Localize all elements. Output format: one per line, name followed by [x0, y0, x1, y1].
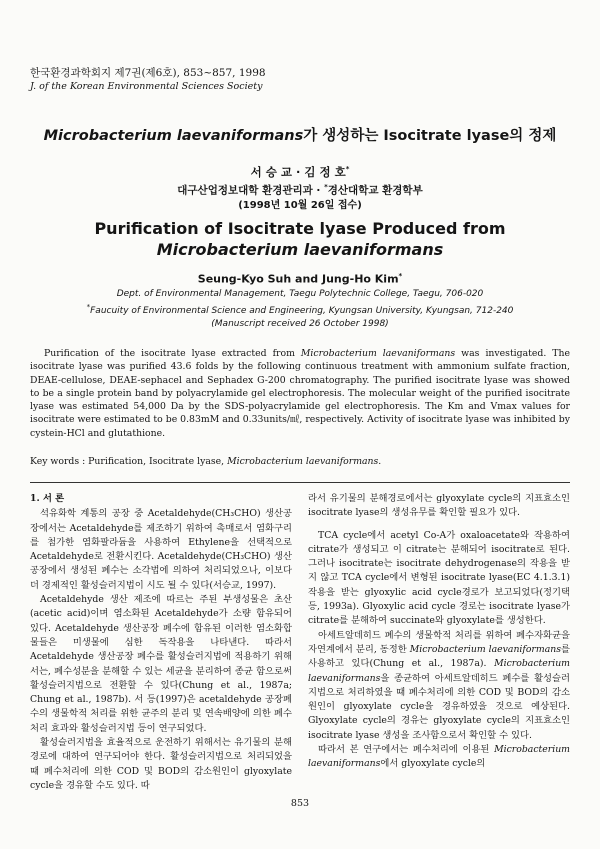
- abstract-organism: Microbacterium laevaniformans: [300, 348, 456, 359]
- title-korean: [0, 126, 600, 146]
- right-p4-text-a: 따라서 본 연구에서는 폐수처리에 이용된: [318, 744, 495, 756]
- keywords-plain: Purification, Isocitrate lyase,: [88, 456, 228, 467]
- authors-english: [0, 268, 600, 331]
- right-paragraph-1: 라서 유기물의 분해경로에서는 glyoxylate cycle의 지표효소인 isocitrate lyase의 생성유무를 확인할 필요가 있다.: [308, 493, 570, 519]
- left-column: [30, 492, 292, 793]
- affiliation-korean-1: 대구산업정보대학 환경관리과 ·: [177, 184, 325, 197]
- title-english: [0, 218, 600, 260]
- authors-korean-names: 서 승 교 · 김 정 호: [250, 164, 346, 179]
- title-english-line2: Microbacterium laevaniformans: [156, 240, 444, 259]
- title-korean-rest: 가 생성하는 Isocitrate lyase의 정제: [303, 128, 557, 144]
- divider: [30, 482, 570, 483]
- affiliation-english-star: *: [86, 302, 91, 311]
- affiliation-english-dept: Dept. of Environmental Management, Taegu Polytechnic College, Taegu, 706-020: [116, 288, 484, 299]
- title-korean-organism: Microbacterium laevaniformans: [43, 128, 304, 144]
- right-p3-text-b: 를 사용하고 있다(Chung et al., 1987a).: [308, 643, 570, 670]
- keywords: [30, 455, 570, 468]
- authors-korean-star: *: [345, 165, 350, 173]
- right-p3-organism-2: Microbacterium laevaniformans: [308, 658, 570, 684]
- authors-english-star: *: [398, 272, 403, 280]
- left-paragraph-3: 활성슬러지법을 효율적으로 운전하기 위해서는 유기물의 분해경로에 대하여 연구되어야 한다. 활성슬러지법으로 처리되었을 때 폐수처리에 의한 COD 및 BOD의 감소원인이 glyoxylate cycle을 경유할 수도 있다. 따: [30, 737, 292, 791]
- journal-header: [30, 66, 450, 94]
- left-paragraph-1: 석유화학 계통의 공장 중 Acetaldehyde(CH₃CHO) 생산공장에서는 Acetaldehyde를 제조하기 위하여 촉매로서 염화구리를 첨가한 염화팔라듐을 사용하여 Ethylene을 선택적으로 Acetaldehyde로 전환시킨다. Acetaldehyde(CH₃CHO) 생산공장에서 생성된 폐수는 소각법에 의하여 처리되었으나, 이보다 더 경제적인 활성슬러지법이 시도 될 수 있다(서승교, 1997).: [30, 508, 292, 591]
- title-english-line1: Purification of Isocitrate lyase Produced from: [94, 219, 506, 238]
- right-p4-organism: Microbacterium laevaniformans: [308, 744, 570, 770]
- right-paragraph-3: [308, 629, 570, 743]
- abstract-text-2: was investigated. The isocitrate lyase was purified 43.6 folds by the following continuous treatment with ammonium sulfate fraction, DEAE-cellulose, DEAE-sephacel and Sephadex G-200 chromatography. The purified isocitrate lyase was showed to be a single protein band by polyacrylamide gel electrophoresis. The molecular weight of the purified isocitrate lyase was estimated 54,000 Da by the SDS-polyacrylamide gel electrophoresis. The Km and Vmax values for isocitrate were estimated to be 0.83mM and 0.33units/㎖, respectively. Activity of isocitrate lyase was inhibited by cystein-HCl and glutathione.: [30, 348, 570, 439]
- keywords-organism: Microbacterium laevaniformans.: [227, 456, 382, 467]
- right-p3-organism: Microbacterium laevaniformans: [409, 643, 561, 655]
- journal-citation: 한국환경과학회지 제7권(제6호), 853~857, 1998: [30, 67, 266, 79]
- right-p3-text-c: 을 종균하여 아세트알데히드 폐수를 활성슬러지법으로 처리하였을 때 폐수처리에 의한 COD 및 BOD의 감소원인이 glyoxylate cycle을 경유하였을 것으로 예상된다. Glyoxylate cycle의 경유는 glyoxylate cycle의 지표효소인 isocitrate lyase 생성을 조사함으로서 확인할 수 있다.: [308, 672, 570, 741]
- journal-name: J. of the Korean Environmental Sciences Society: [30, 81, 263, 92]
- page-number: 853: [290, 798, 310, 809]
- affiliation-korean-2: 경산대학교 환경학부: [327, 184, 423, 197]
- right-p4-text-b: 에서 glyoxylate cycle의: [380, 758, 486, 770]
- affiliation-english-faculty: Faucuity of Environmental Science and Engineering, Kyungsan University, Kyungsan, 712-240: [90, 305, 514, 316]
- right-paragraph-4: [308, 743, 570, 772]
- affiliation-korean-star: *: [324, 182, 328, 191]
- right-column: [308, 492, 570, 772]
- abstract: [30, 347, 570, 440]
- right-p3-text-a: 아세트알데히드 폐수의 생물학적 처리를 위하여 폐수자화균을 자연계에서 분리, 동정한: [308, 629, 570, 655]
- section-heading-introduction: 1. 서 론: [30, 493, 65, 504]
- authors-english-names: Seung-Kyo Suh and Jung-Ho Kim: [197, 272, 399, 286]
- received-korean: (1998년 10월 26일 접수): [238, 200, 362, 212]
- abstract-text-1: Purification of the isocitrate lyase extracted from: [44, 348, 301, 359]
- keywords-label: Key words :: [30, 456, 89, 467]
- authors-korean: [0, 161, 600, 213]
- right-paragraph-2: TCA cycle에서 acetyl Co-A가 oxaloacetate와 작용하여 citrate가 생성되고 이 citrate는 분해되어 isocitrate로 된다. 그러나 isocitrate는 isocitrate dehydrogenase의 작용을 받지 않고 TCA cycle에서 변형된 isocitrate lyase(EC 4.1.3.1)작용을 받는 glyoxylic acid cycle경로가 보고되었다(정기택 등, 1993a). Glyoxylic acid cycle 경로는 isocitrate lyase가 citrate를 분해하여 succinate와 glyoxylate를 생성한다.: [308, 529, 570, 627]
- received-english: (Manuscript received 26 October 1998): [211, 318, 389, 329]
- left-paragraph-2: Acetaldehyde 생산 제조에 따르는 주된 부생성물은 초산(acetic acid)이며 염소화된 Acetaldehyde가 소량 함유되어 있다. Acetaldehyde 생산공장 폐수에 함유된 이러한 염소화합물들은 미생물에 심한 독작용을 나타낸다. 따라서 Acetaldehyde 생산공장 폐수를 활성슬러지법에 적용하기 위해서는, 폐수성분을 분해할 수 있는 세균을 분리하여 종균 함으로써 활성슬러지법으로 전환할 수 있다(Chung et al., 1987a; Chung et al., 1987b). 서 등(1997)은 acetaldehyde 공장폐수의 생물학적 처리를 위한 균주의 분리 및 연속배양에 의한 폐수처리 효과와 활성슬러지법 등이 연구되었다.: [30, 594, 292, 734]
